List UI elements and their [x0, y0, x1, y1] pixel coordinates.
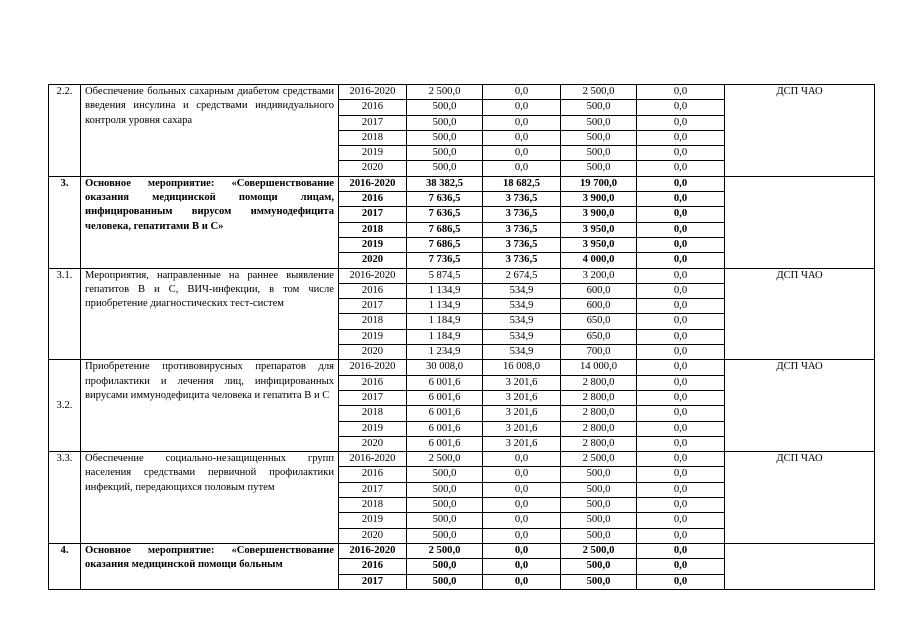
table-row	[49, 452, 875, 467]
total-amount-cell: 5 874,5	[407, 268, 483, 283]
other-sources-cell: 0,0	[637, 207, 725, 222]
period-cell: 2020	[339, 436, 407, 451]
federal-budget-cell: 534,9	[483, 299, 561, 314]
item-number: 4.	[49, 543, 81, 589]
federal-budget-cell: 16 008,0	[483, 360, 561, 375]
regional-budget-cell: 500,0	[561, 161, 637, 176]
period-cell: 2017	[339, 207, 407, 222]
item-number: 3.1.	[49, 268, 81, 360]
regional-budget-cell: 14 000,0	[561, 360, 637, 375]
other-sources-cell: 0,0	[637, 360, 725, 375]
other-sources-cell: 0,0	[637, 85, 725, 100]
item-number: 3.3.	[49, 452, 81, 544]
period-cell: 2017	[339, 482, 407, 497]
program-funding-table	[48, 84, 875, 590]
other-sources-cell: 0,0	[637, 314, 725, 329]
regional-budget-cell: 500,0	[561, 498, 637, 513]
responsible-executor: ДСП ЧАО	[725, 452, 875, 544]
federal-budget-cell: 0,0	[483, 115, 561, 130]
federal-budget-cell: 3 201,6	[483, 421, 561, 436]
other-sources-cell: 0,0	[637, 253, 725, 268]
other-sources-cell: 0,0	[637, 482, 725, 497]
responsible-executor: ДСП ЧАО	[725, 85, 875, 177]
other-sources-cell: 0,0	[637, 299, 725, 314]
period-cell: 2016-2020	[339, 176, 407, 191]
total-amount-cell: 1 234,9	[407, 345, 483, 360]
total-amount-cell: 500,0	[407, 100, 483, 115]
regional-budget-cell: 19 700,0	[561, 176, 637, 191]
other-sources-cell: 0,0	[637, 161, 725, 176]
federal-budget-cell: 0,0	[483, 528, 561, 543]
total-amount-cell: 500,0	[407, 559, 483, 574]
period-cell: 2017	[339, 115, 407, 130]
federal-budget-cell: 0,0	[483, 100, 561, 115]
other-sources-cell: 0,0	[637, 452, 725, 467]
total-amount-cell: 7 736,5	[407, 253, 483, 268]
period-cell: 2019	[339, 237, 407, 252]
total-amount-cell: 7 636,5	[407, 207, 483, 222]
federal-budget-cell: 3 736,5	[483, 222, 561, 237]
federal-budget-cell: 0,0	[483, 130, 561, 145]
table-row	[49, 360, 875, 375]
regional-budget-cell: 2 500,0	[561, 85, 637, 100]
other-sources-cell: 0,0	[637, 436, 725, 451]
other-sources-cell: 0,0	[637, 192, 725, 207]
federal-budget-cell: 0,0	[483, 543, 561, 558]
regional-budget-cell: 2 800,0	[561, 406, 637, 421]
total-amount-cell: 500,0	[407, 513, 483, 528]
responsible-executor	[725, 176, 875, 268]
period-cell: 2019	[339, 513, 407, 528]
period-cell: 2017	[339, 574, 407, 589]
other-sources-cell: 0,0	[637, 345, 725, 360]
other-sources-cell: 0,0	[637, 176, 725, 191]
other-sources-cell: 0,0	[637, 498, 725, 513]
item-number: 3.2.	[49, 360, 81, 452]
period-cell: 2020	[339, 161, 407, 176]
regional-budget-cell: 500,0	[561, 559, 637, 574]
federal-budget-cell: 3 736,5	[483, 253, 561, 268]
federal-budget-cell: 18 682,5	[483, 176, 561, 191]
total-amount-cell: 500,0	[407, 161, 483, 176]
table-row	[49, 543, 875, 558]
regional-budget-cell: 500,0	[561, 130, 637, 145]
total-amount-cell: 500,0	[407, 482, 483, 497]
other-sources-cell: 0,0	[637, 421, 725, 436]
item-description: Мероприятия, направленные на раннее выявление гепатитов В и С, ВИЧ-инфекции, в том числе приобретение диагностических тест-систем	[81, 268, 339, 360]
federal-budget-cell: 0,0	[483, 513, 561, 528]
other-sources-cell: 0,0	[637, 559, 725, 574]
total-amount-cell: 500,0	[407, 467, 483, 482]
period-cell: 2016	[339, 559, 407, 574]
regional-budget-cell: 3 900,0	[561, 207, 637, 222]
period-cell: 2018	[339, 498, 407, 513]
federal-budget-cell: 534,9	[483, 283, 561, 298]
item-description: Приобретение противовирусных препаратов для профилактики и лечения лиц, инфицированных вирусами иммунодефицита человека и гепатита В и С	[81, 360, 339, 452]
table-row	[49, 85, 875, 100]
period-cell: 2016	[339, 192, 407, 207]
federal-budget-cell: 3 736,5	[483, 207, 561, 222]
regional-budget-cell: 4 000,0	[561, 253, 637, 268]
total-amount-cell: 2 500,0	[407, 543, 483, 558]
regional-budget-cell: 500,0	[561, 574, 637, 589]
regional-budget-cell: 650,0	[561, 329, 637, 344]
other-sources-cell: 0,0	[637, 513, 725, 528]
regional-budget-cell: 500,0	[561, 115, 637, 130]
other-sources-cell: 0,0	[637, 390, 725, 405]
period-cell: 2020	[339, 528, 407, 543]
regional-budget-cell: 500,0	[561, 482, 637, 497]
other-sources-cell: 0,0	[637, 329, 725, 344]
federal-budget-cell: 3 736,5	[483, 237, 561, 252]
responsible-executor: ДСП ЧАО	[725, 360, 875, 452]
regional-budget-cell: 500,0	[561, 513, 637, 528]
total-amount-cell: 6 001,6	[407, 390, 483, 405]
other-sources-cell: 0,0	[637, 543, 725, 558]
item-number: 3.	[49, 176, 81, 268]
total-amount-cell: 7 636,5	[407, 192, 483, 207]
regional-budget-cell: 500,0	[561, 146, 637, 161]
total-amount-cell: 6 001,6	[407, 421, 483, 436]
regional-budget-cell: 2 800,0	[561, 390, 637, 405]
total-amount-cell: 1 184,9	[407, 329, 483, 344]
regional-budget-cell: 2 500,0	[561, 543, 637, 558]
table-row	[49, 176, 875, 191]
other-sources-cell: 0,0	[637, 222, 725, 237]
other-sources-cell: 0,0	[637, 283, 725, 298]
period-cell: 2019	[339, 146, 407, 161]
other-sources-cell: 0,0	[637, 115, 725, 130]
federal-budget-cell: 3 201,6	[483, 436, 561, 451]
regional-budget-cell: 500,0	[561, 528, 637, 543]
item-number: 2.2.	[49, 85, 81, 177]
period-cell: 2016	[339, 375, 407, 390]
federal-budget-cell: 3 201,6	[483, 390, 561, 405]
total-amount-cell: 2 500,0	[407, 452, 483, 467]
item-description: Основное мероприятие: «Совершенствование оказания медицинской помощи лицам, инфицированным вирусом иммунодефицита человека, гепатитами В и С»	[81, 176, 339, 268]
federal-budget-cell: 0,0	[483, 161, 561, 176]
period-cell: 2016-2020	[339, 360, 407, 375]
federal-budget-cell: 0,0	[483, 482, 561, 497]
regional-budget-cell: 2 800,0	[561, 436, 637, 451]
period-cell: 2016	[339, 100, 407, 115]
period-cell: 2016-2020	[339, 268, 407, 283]
period-cell: 2019	[339, 329, 407, 344]
other-sources-cell: 0,0	[637, 237, 725, 252]
federal-budget-cell: 2 674,5	[483, 268, 561, 283]
federal-budget-cell: 0,0	[483, 452, 561, 467]
regional-budget-cell: 500,0	[561, 467, 637, 482]
regional-budget-cell: 500,0	[561, 100, 637, 115]
item-description: Обеспечение больных сахарным диабетом средствами введения инсулина и средствами индивидуального контроля уровня сахара	[81, 85, 339, 177]
total-amount-cell: 500,0	[407, 146, 483, 161]
total-amount-cell: 500,0	[407, 130, 483, 145]
federal-budget-cell: 0,0	[483, 85, 561, 100]
regional-budget-cell: 2 800,0	[561, 375, 637, 390]
other-sources-cell: 0,0	[637, 130, 725, 145]
federal-budget-cell: 0,0	[483, 574, 561, 589]
period-cell: 2018	[339, 130, 407, 145]
regional-budget-cell: 3 950,0	[561, 237, 637, 252]
total-amount-cell: 500,0	[407, 115, 483, 130]
other-sources-cell: 0,0	[637, 574, 725, 589]
period-cell: 2016	[339, 467, 407, 482]
regional-budget-cell: 600,0	[561, 283, 637, 298]
total-amount-cell: 1 184,9	[407, 314, 483, 329]
table-row	[49, 268, 875, 283]
total-amount-cell: 500,0	[407, 498, 483, 513]
period-cell: 2016-2020	[339, 452, 407, 467]
period-cell: 2020	[339, 253, 407, 268]
federal-budget-cell: 0,0	[483, 559, 561, 574]
period-cell: 2018	[339, 406, 407, 421]
regional-budget-cell: 2 500,0	[561, 452, 637, 467]
federal-budget-cell: 0,0	[483, 146, 561, 161]
other-sources-cell: 0,0	[637, 406, 725, 421]
period-cell: 2017	[339, 390, 407, 405]
federal-budget-cell: 3 201,6	[483, 406, 561, 421]
federal-budget-cell: 3 201,6	[483, 375, 561, 390]
regional-budget-cell: 3 900,0	[561, 192, 637, 207]
other-sources-cell: 0,0	[637, 100, 725, 115]
period-cell: 2018	[339, 222, 407, 237]
period-cell: 2016-2020	[339, 85, 407, 100]
total-amount-cell: 30 008,0	[407, 360, 483, 375]
regional-budget-cell: 3 950,0	[561, 222, 637, 237]
other-sources-cell: 0,0	[637, 268, 725, 283]
total-amount-cell: 2 500,0	[407, 85, 483, 100]
regional-budget-cell: 3 200,0	[561, 268, 637, 283]
regional-budget-cell: 650,0	[561, 314, 637, 329]
period-cell: 2020	[339, 345, 407, 360]
responsible-executor: ДСП ЧАО	[725, 268, 875, 360]
period-cell: 2018	[339, 314, 407, 329]
regional-budget-cell: 700,0	[561, 345, 637, 360]
total-amount-cell: 1 134,9	[407, 283, 483, 298]
other-sources-cell: 0,0	[637, 528, 725, 543]
period-cell: 2016-2020	[339, 543, 407, 558]
federal-budget-cell: 0,0	[483, 498, 561, 513]
responsible-executor	[725, 543, 875, 589]
table-body	[49, 85, 875, 590]
item-description: Основное мероприятие: «Совершенствование оказания медицинской помощи больным	[81, 543, 339, 589]
other-sources-cell: 0,0	[637, 467, 725, 482]
federal-budget-cell: 0,0	[483, 467, 561, 482]
total-amount-cell: 7 686,5	[407, 222, 483, 237]
regional-budget-cell: 2 800,0	[561, 421, 637, 436]
period-cell: 2016	[339, 283, 407, 298]
regional-budget-cell: 600,0	[561, 299, 637, 314]
federal-budget-cell: 3 736,5	[483, 192, 561, 207]
total-amount-cell: 38 382,5	[407, 176, 483, 191]
federal-budget-cell: 534,9	[483, 345, 561, 360]
federal-budget-cell: 534,9	[483, 329, 561, 344]
total-amount-cell: 6 001,6	[407, 436, 483, 451]
total-amount-cell: 6 001,6	[407, 406, 483, 421]
total-amount-cell: 6 001,6	[407, 375, 483, 390]
total-amount-cell: 500,0	[407, 528, 483, 543]
period-cell: 2017	[339, 299, 407, 314]
federal-budget-cell: 534,9	[483, 314, 561, 329]
total-amount-cell: 500,0	[407, 574, 483, 589]
other-sources-cell: 0,0	[637, 146, 725, 161]
item-description: Обеспечение социально-незащищенных групп населения средствами первичной профилактики инфекций, передающихся половым путем	[81, 452, 339, 544]
total-amount-cell: 1 134,9	[407, 299, 483, 314]
period-cell: 2019	[339, 421, 407, 436]
total-amount-cell: 7 686,5	[407, 237, 483, 252]
other-sources-cell: 0,0	[637, 375, 725, 390]
